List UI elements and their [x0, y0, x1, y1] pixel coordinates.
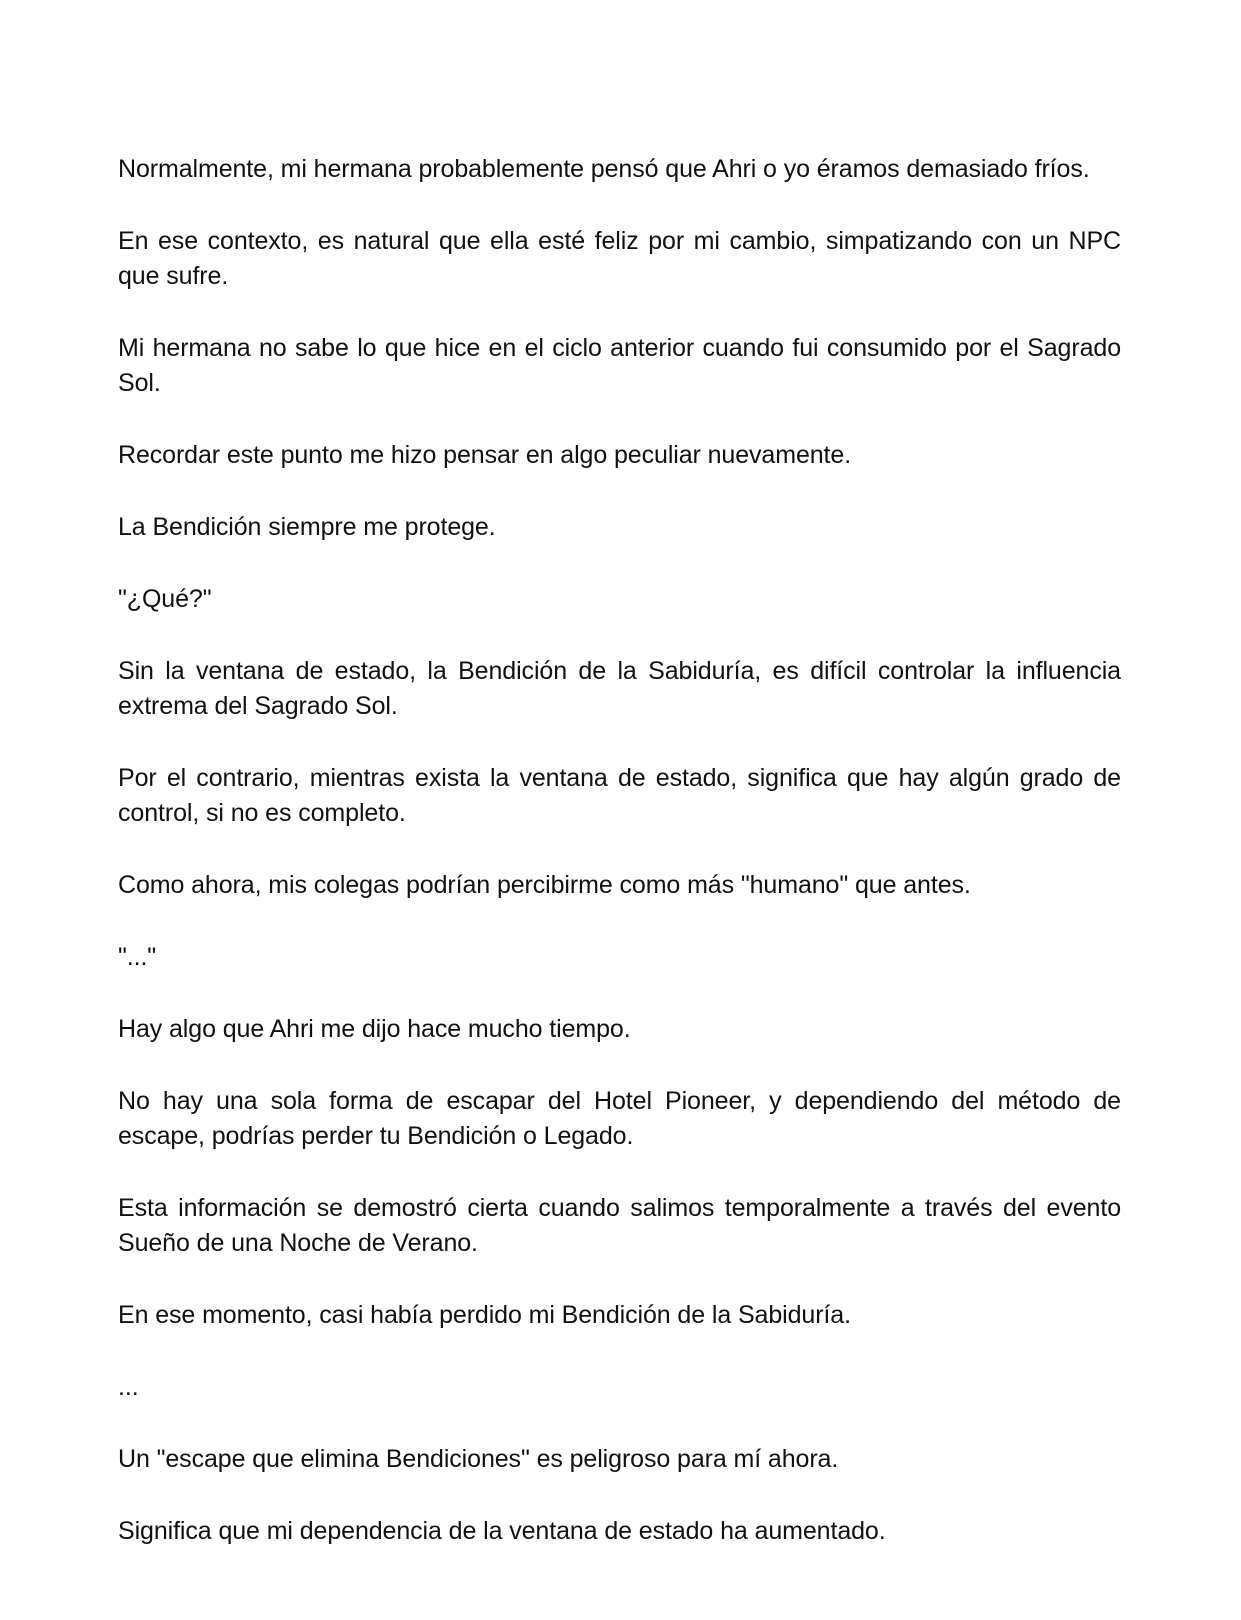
paragraph: Esta información se demostró cierta cuando salimos temporalmente a través del evento Sueño de una Noche de Verano.: [118, 1194, 1121, 1257]
paragraph: En ese contexto, es natural que ella esté feliz por mi cambio, simpatizando con un NPC que sufre.: [118, 227, 1121, 290]
document-body: [118, 152, 1121, 1586]
paragraph: Por el contrario, mientras exista la ventana de estado, significa que hay algún grado de control, si no es completo.: [118, 764, 1121, 827]
paragraph: Mi hermana no sabe lo que hice en el ciclo anterior cuando fui consumido por el Sagrado Sol.: [118, 334, 1121, 397]
paragraph: En ese momento, casi había perdido mi Bendición de la Sabiduría.: [118, 1301, 851, 1329]
paragraph: Sin la ventana de estado, la Bendición de la Sabiduría, es difícil controlar la influencia extrema del Sagrado Sol.: [118, 657, 1121, 720]
paragraph: Significa que mi dependencia de la ventana de estado ha aumentado.: [118, 1517, 886, 1545]
paragraph: La Bendición siempre me protege.: [118, 513, 496, 541]
paragraph: Como ahora, mis colegas podrían percibirme como más "humano" que antes.: [118, 871, 971, 899]
paragraph: Un "escape que elimina Bendiciones" es peligroso para mí ahora.: [118, 1445, 839, 1473]
paragraph: Normalmente, mi hermana probablemente pensó que Ahri o yo éramos demasiado fríos.: [118, 155, 1090, 183]
paragraph: Recordar este punto me hizo pensar en algo peculiar nuevamente.: [118, 441, 852, 469]
paragraph: "¿Qué?": [118, 585, 212, 613]
paragraph: ...: [118, 1373, 139, 1401]
paragraph: Hay algo que Ahri me dijo hace mucho tiempo.: [118, 1015, 631, 1043]
paragraph: No hay una sola forma de escapar del Hotel Pioneer, y dependiendo del método de escape, podrías perder tu Bendición o Legado.: [118, 1087, 1121, 1150]
paragraph: "...": [118, 943, 157, 971]
